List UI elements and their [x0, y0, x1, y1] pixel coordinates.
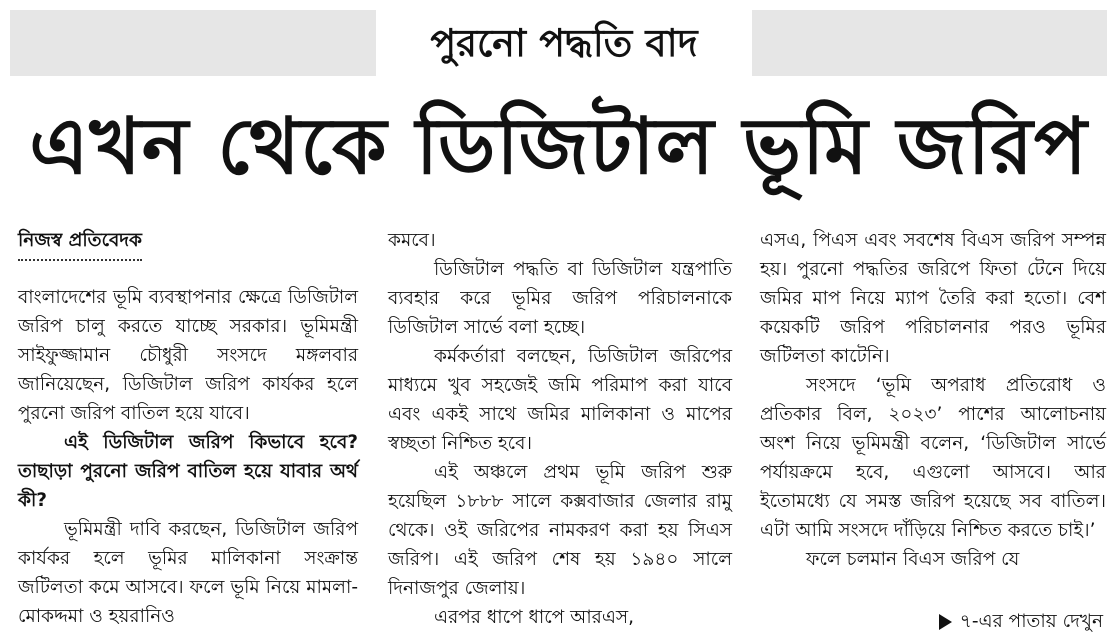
continued-text: ৭-এর পাতায় দেখুন [959, 611, 1103, 632]
article-column-2 [388, 226, 732, 632]
kicker-bar-left [10, 10, 376, 76]
col3-paragraph-3: ফলে চলমান বিএস জরিপ যে [806, 549, 1020, 570]
col2-paragraph-2: ডিজিটাল পদ্ধতি বা ডিজিটাল যন্ত্রপাতি ব্যবহার করে ভূমির জরিপ পরিচালনাকে ডিজিটাল সার্ভে বলা হচ্ছে। [388, 259, 732, 338]
col1-paragraph-3: ভূমিমন্ত্রী দাবি করছেন, ডিজিটাল জরিপ কার্যকর হলে ভূমির মালিকানা সংক্রান্ত জটিলতা কমে আসবে। ফলে ভূমি নিয়ে মামলা-মোকদ্দমা ও হয়রানিও [18, 519, 358, 627]
article-column-3 [760, 226, 1106, 574]
col3-paragraph-1: এসএ, পিএস এবং সবশেষ বিএস জরিপ সম্পন্ন হয়। পুরনো পদ্ধতির জরিপে ফিতা টেনে দিয়ে জমির মাপ নিয়ে ম্যাপ তৈরি করা হতো। বেশ কয়েকটি জরিপ পরিচালনার পরও ভূমির জটিলতা কাটেনি। [760, 230, 1106, 367]
kicker-bar-right [752, 10, 1107, 76]
arrow-right-icon [939, 614, 952, 630]
continued-notice [939, 607, 1103, 638]
byline: নিজস্ব প্রতিবেদক [18, 226, 142, 261]
headline: এখন থেকে ডিজিটাল ভূমি জরিপ [29, 102, 1088, 192]
col2-paragraph-3: কর্মকর্তারা বলছেন, ডিজিটাল জরিপের মাধ্যমে খুব সহজেই জমি পরিমাপ করা যাবে এবং একই সাথে জমির মালিকানা ও মাপের স্বচ্ছতা নিশ্চিত হবে। [388, 346, 732, 454]
kicker-row [10, 10, 1107, 76]
col1-paragraph-1: বাংলাদেশের ভূমি ব্যবস্থাপনার ক্ষেত্রে ডিজিটাল জরিপ চালু করতে যাচ্ছে সরকার। ভূমিমন্ত্রী সাইফুজ্জামান চৌধুরী সংসদে মঙ্গলবার জানিয়েছেন, ডিজিটাল জরিপ কার্যকর হলে পুরনো জরিপ বাতিল হয়ে যাবে। [18, 287, 358, 424]
col2-paragraph-5: এরপর ধাপে ধাপে আরএস, [434, 607, 635, 628]
kicker: পুরনো পদ্ধতি বাদ [430, 21, 698, 65]
col3-paragraph-2: সংসদে ‘ভূমি অপরাধ প্রতিরোধ ও প্রতিকার বিল, ২০২৩’ পাশের আলোচনায় অংশ নিয়ে ভূমিমন্ত্রী বলেন, ‘ডিজিটাল সার্ভে পর্যায়ক্রমে হবে, এগুলো আসবে। আর ইতোমধ্যে যে সমস্ত জরিপ হয়েছে সব বাতিল। এটা আমি সংসদে দাঁড়িয়ে নিশ্চিত করতে চাই।’ [760, 375, 1106, 541]
article-column-1 [18, 226, 358, 631]
col2-paragraph-1: কমবে। [388, 230, 436, 251]
col2-paragraph-4: এই অঞ্চলে প্রথম ভূমি জরিপ শুরু হয়েছিল ১৮৮৮ সালে কক্সবাজার জেলার রামু থেকে। ওই জরিপের নামকরণ করা হয় সিএস জরিপ। এই জরিপ শেষ হয় ১৯৪০ সালে দিনাজপুর জেলায়। [388, 462, 732, 599]
col1-paragraph-2: এই ডিজিটাল জরিপ কিভাবে হবে? তাছাড়া পুরনো জরিপ বাতিল হয়ে যাবার অর্থ কী? [18, 432, 358, 511]
